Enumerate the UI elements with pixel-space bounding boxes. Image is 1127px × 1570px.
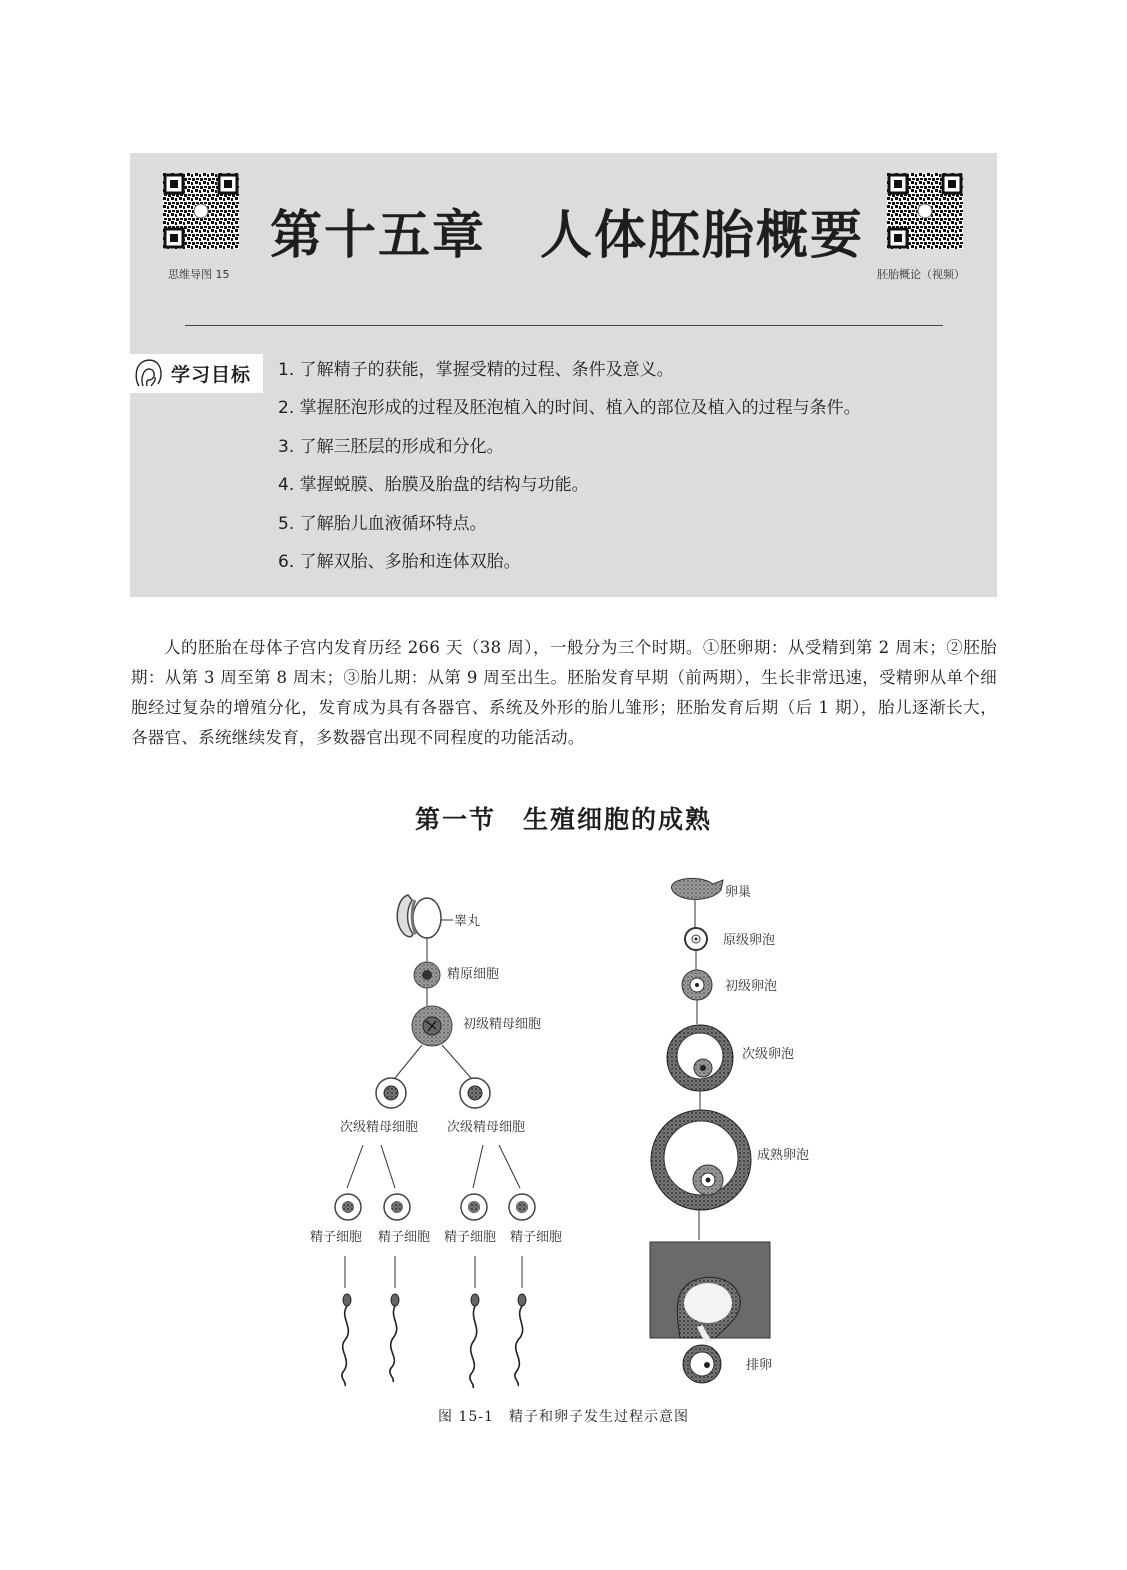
spermatid-cell [335, 1194, 361, 1220]
objective-item: 4. 掌握蜕膜、胎膜及胎盘的结构与功能。 [278, 475, 589, 496]
spermatid-cell [461, 1194, 487, 1220]
label-spermatogonium: 精原细胞 [447, 967, 500, 982]
objectives-badge [130, 354, 263, 393]
ovulated-oocyte-cell [683, 1345, 721, 1383]
objective-item: 3. 了解三胚层的形成和分化。 [278, 436, 504, 457]
label-primary-follicle: 初级卵泡 [725, 979, 778, 994]
label-testis: 睾丸 [454, 914, 481, 929]
figure-caption: 图 15-1 精子和卵子发生过程示意图 [438, 1409, 689, 1425]
qr-code-video[interactable] [887, 173, 963, 249]
spermatogonium-cell [414, 962, 440, 988]
spermatid-cell [509, 1194, 535, 1220]
testis-icon [397, 895, 441, 938]
label-secondary-follicle: 次级卵泡 [742, 1047, 795, 1062]
chapter-header [130, 153, 997, 597]
label-ovary: 卵巢 [725, 885, 752, 900]
label-spermatid: 精子细胞 [444, 1230, 497, 1245]
spermatogenesis-diagram [310, 895, 562, 1388]
primary-follicle-cell [682, 970, 712, 1000]
qr-left-caption: 思维导图 15 [168, 268, 230, 281]
section-title: 第一节 生殖细胞的成熟 [414, 805, 712, 834]
sperm-icon [470, 1294, 479, 1388]
spermatid-cell [384, 1194, 410, 1220]
gametogenesis-figure [295, 868, 855, 1398]
mature-follicle-cell [651, 1110, 751, 1210]
sperm-icon [390, 1294, 399, 1382]
label-secondary-spermatocyte: 次级精母细胞 [340, 1120, 419, 1135]
secondary-spermatocyte-cell [460, 1078, 490, 1108]
objective-item: 2. 掌握胚泡形成的过程及胚泡植入的时间、植入的部位及植入的过程与条件。 [278, 398, 861, 419]
ovary-icon [672, 878, 723, 899]
qr-code-mindmap[interactable] [163, 173, 239, 249]
head-outline-icon [131, 356, 167, 392]
secondary-follicle-cell [667, 1025, 733, 1091]
primordial-follicle-cell [685, 928, 707, 950]
label-ovulation: 排卵 [746, 1358, 773, 1373]
objective-item: 6. 了解双胎、多胎和连体双胎。 [278, 551, 521, 572]
objective-item: 1. 了解精子的获能，掌握受精的过程、条件及意义。 [278, 360, 674, 380]
label-spermatid: 精子细胞 [510, 1230, 563, 1245]
qr-right-caption: 胚胎概论（视频） [877, 268, 965, 281]
secondary-spermatocyte-cell [376, 1078, 406, 1108]
sperm-icon [515, 1294, 526, 1386]
objectives-list [278, 358, 861, 588]
label-primordial-follicle: 原级卵泡 [723, 933, 776, 948]
chapter-title: 第十五章 人体胚胎概要 [270, 205, 865, 266]
objectives-label: 学习目标 [171, 364, 252, 386]
oogenesis-diagram [650, 878, 809, 1383]
label-spermatid: 精子细胞 [378, 1230, 431, 1245]
label-mature-follicle: 成熟卵泡 [757, 1148, 810, 1163]
intro-paragraph: 人的胚胎在母体子宫内发育历经 266 天（38 周），一般分为三个时期。①胚卵期：从受精到第 2 周末；②胚胎期：从第 3 周至第 8 周末；③胎儿期：从第 9 周至出生。胚胎发育早期（前两期），生长非常迅速，受精卵从单个细胞经过复杂的增殖分化，发育成为具有各器官、系统及外形的胎儿雏形；胚胎发育后期（后 1 期），胎儿逐渐长大，各器官、系统继续发育，多数器官出现不同程度的功能活动。 [131, 638, 997, 747]
divider [185, 325, 943, 326]
label-primary-spermatocyte: 初级精母细胞 [463, 1017, 542, 1032]
ovulation-tissue [650, 1242, 770, 1343]
objective-item: 5. 了解胎儿血液循环特点。 [278, 513, 487, 534]
sperm-icon [342, 1294, 351, 1386]
label-secondary-spermatocyte: 次级精母细胞 [447, 1120, 526, 1135]
label-spermatid: 精子细胞 [310, 1230, 363, 1245]
primary-spermatocyte-cell [412, 1006, 452, 1046]
